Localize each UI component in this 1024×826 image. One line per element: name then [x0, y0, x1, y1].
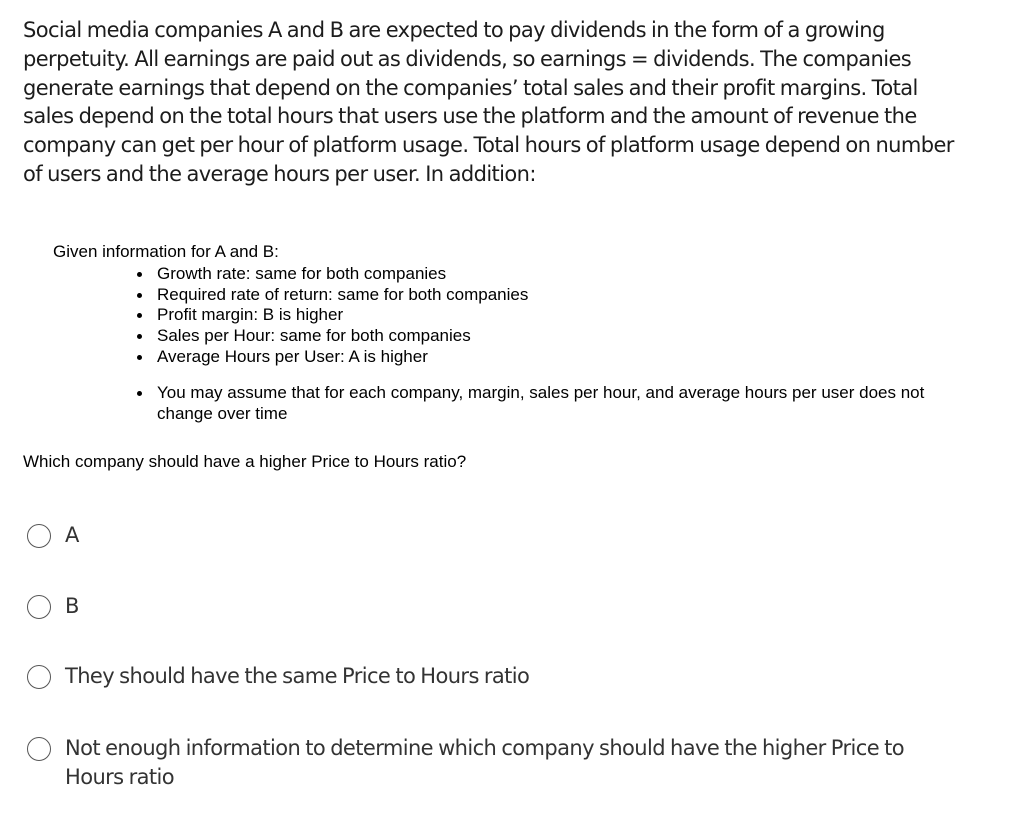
given-item-text: Sales per Hour: same for both companies — [157, 326, 471, 346]
option-label: Not enough information to determine which company should have the higher Price to Hours ratio — [65, 736, 904, 789]
given-item-avg-hours — [157, 347, 528, 368]
radio-button-b[interactable] — [27, 595, 51, 619]
given-item-required-return — [157, 285, 528, 306]
given-info-list — [157, 264, 528, 368]
answer-option-not-enough-info[interactable] — [27, 734, 925, 792]
assumption-list — [157, 383, 937, 424]
bullet-icon — [137, 272, 142, 277]
radio-button-same[interactable] — [27, 665, 51, 689]
answer-option-b[interactable] — [27, 592, 79, 621]
question-intro-text: Social media companies A and B are expected to pay dividends in the form of a growing perpetuity. All earnings are paid out as dividends, so earnings = dividends. The companies generate earnings that depend on the companies’ total sales and their profit margins. Total sales depend on the total hours that users use the platform and the amount of revenue the company can get per hour of platform usage. Total hours of platform usage depend on number of users and the average hours per user. In addition: — [23, 18, 954, 186]
bullet-icon — [137, 334, 142, 339]
bullet-icon — [137, 391, 142, 396]
assumption-text: You may assume that for each company, margin, sales per hour, and average hours per user does not change over time — [157, 383, 925, 423]
bullet-icon — [137, 293, 142, 298]
given-info-heading: Given information for A and B: — [53, 242, 279, 261]
bullet-icon — [137, 313, 142, 318]
given-item-text: Average Hours per User: A is higher — [157, 346, 428, 366]
question-prompt: Which company should have a higher Price to Hours ratio? — [23, 452, 467, 471]
option-label: They should have the same Price to Hours ratio — [65, 664, 530, 688]
answer-option-a[interactable] — [27, 521, 79, 550]
option-label: A — [65, 523, 79, 547]
given-item-text: Required rate of return: same for both companies — [157, 284, 529, 304]
given-item-profit-margin — [157, 305, 528, 326]
option-label: B — [65, 594, 79, 618]
radio-button-a[interactable] — [27, 524, 51, 548]
given-item-growth-rate — [157, 264, 528, 285]
assumption-item — [157, 383, 937, 424]
given-item-text: Profit margin: B is higher — [157, 305, 344, 325]
given-item-sales-per-hour — [157, 326, 528, 347]
answer-option-same[interactable] — [27, 662, 529, 691]
bullet-icon — [137, 355, 142, 360]
radio-button-not-enough-info[interactable] — [27, 737, 51, 761]
given-item-text: Growth rate: same for both companies — [157, 264, 447, 283]
